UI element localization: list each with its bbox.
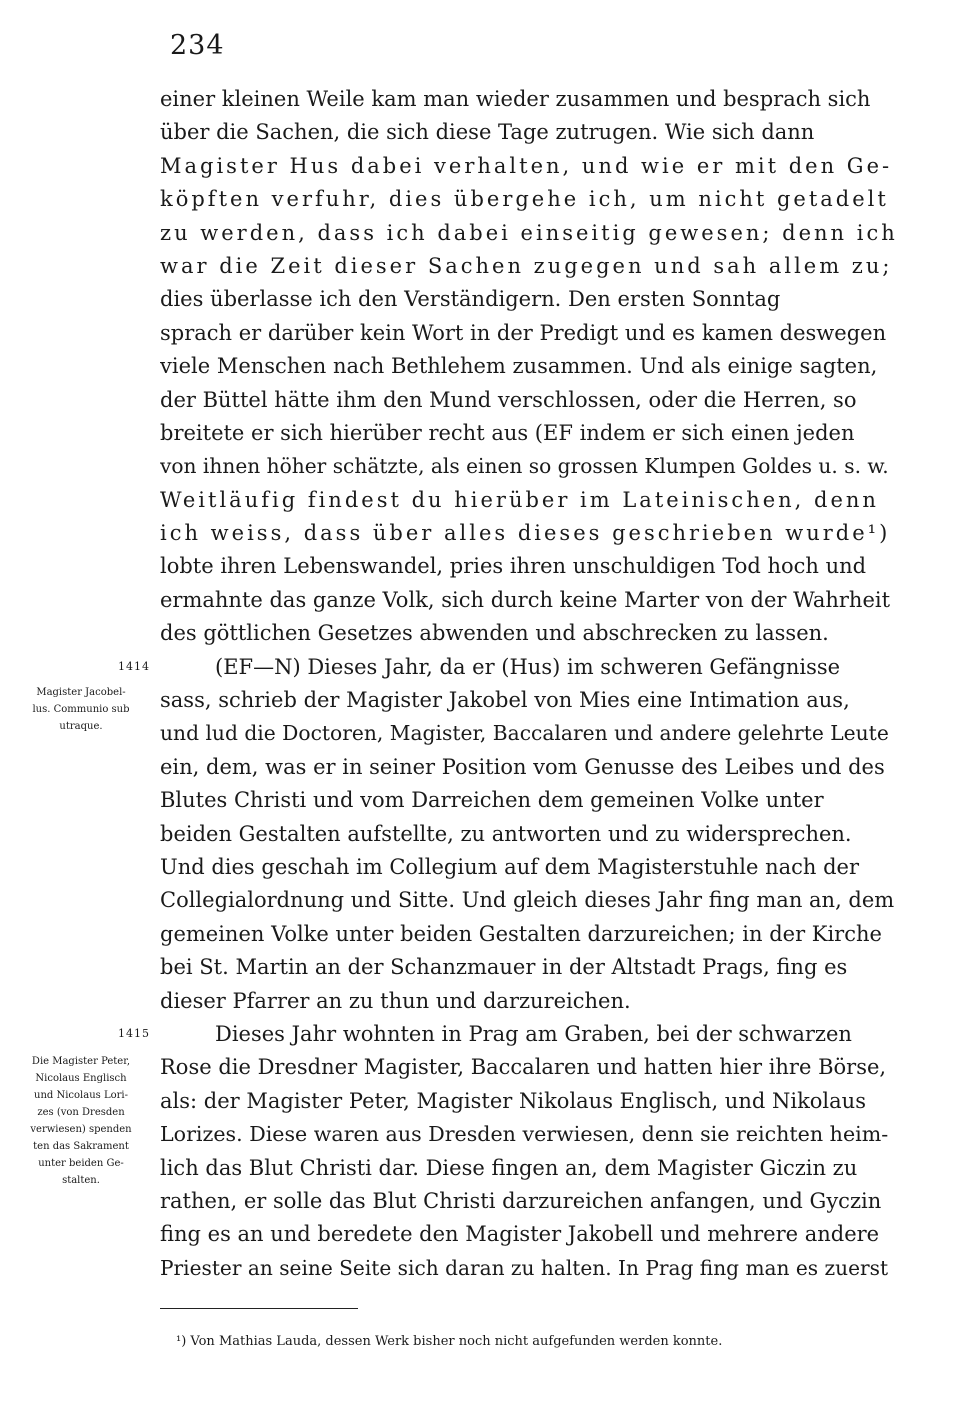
text-line: ermahnte das ganze Volk, sich durch keine Marter von der Wahrheit	[160, 587, 891, 612]
text-line: zu werden, dass ich dabei einseitig gewesen; denn ich	[160, 220, 898, 245]
margin-note-line: unter beiden Ge-	[38, 1158, 124, 1169]
text-line: ein, dem, was er in seiner Position vom Genusse des Leibes und des	[160, 754, 885, 779]
text-line: lich das Blut Christi dar. Diese fingen an, dem Magister Giczin zu	[160, 1155, 858, 1180]
text-line: war die Zeit dieser Sachen zugegen und sah allem zu;	[160, 253, 893, 278]
margin-note-line: zes (von Dresden	[37, 1107, 125, 1118]
margin-note-line: verwiesen) spenden	[30, 1124, 132, 1135]
margin-note	[6, 684, 156, 735]
text-line: beiden Gestalten aufstellte, zu antworten und zu widersprechen.	[160, 821, 852, 846]
margin-note-line: stalten.	[62, 1175, 100, 1186]
text-line: dieser Pfarrer an zu thun und darzureichen.	[160, 988, 631, 1013]
footnote-rule	[160, 1308, 358, 1309]
text-line: als: der Magister Peter, Magister Nikolaus Englisch, und Nikolaus	[160, 1088, 866, 1113]
margin-note-line: Die Magister Peter,	[31, 1056, 131, 1067]
text-line: Priester an seine Seite sich daran zu halten. In Prag fing man es zuerst	[160, 1255, 889, 1280]
text-line: (EF—N) Dieses Jahr, da er (Hus) im schweren Gefängnisse	[215, 654, 841, 679]
text-line: ich weiss, dass über alles dieses geschrieben wurde¹)	[160, 521, 891, 546]
text-line: Dieses Jahr wohnten in Prag am Graben, bei der schwarzen	[215, 1021, 852, 1046]
text-line: sprach er darüber kein Wort in der Predigt und es kamen deswegen	[160, 320, 887, 345]
text-line: lobte ihren Lebenswandel, pries ihren unschuldigen Tod hoch und	[160, 554, 867, 579]
text-line: fing es an und beredete den Magister Jakobell und mehrere andere	[160, 1222, 880, 1247]
text-line: bei St. Martin an der Schanzmauer in der Altstadt Prags, fing es	[160, 955, 848, 980]
text-line: breitete er sich hierüber recht aus (EF indem er sich einen jeden	[160, 420, 855, 445]
text-line: dies überlasse ich den Verständigern. Den ersten Sonntag	[160, 287, 781, 312]
text-line: Weitläufig findest du hierüber im Lateinischen, denn	[160, 487, 879, 512]
margin-note-line: Magister Jacobel-	[36, 687, 126, 698]
footnote: ¹) Von Mathias Lauda, dessen Werk bisher noch nicht aufgefunden werden konnte.	[176, 1334, 723, 1349]
margin-note-line: und Nicolaus Lori-	[34, 1090, 128, 1101]
margin-note	[8, 1053, 154, 1189]
margin-note-line: lus. Communio sub	[32, 704, 130, 715]
text-line: Blutes Christi und vom Darreichen dem gemeinen Volke unter	[160, 788, 824, 813]
text-line: rathen, er solle das Blut Christi darzureichen anfangen, und Gyczin	[160, 1188, 882, 1213]
margin-year: 1415	[118, 1027, 150, 1040]
margin-year: 1414	[118, 660, 150, 673]
text-line: der Büttel hätte ihm den Mund verschlossen, oder die Herren, so	[160, 387, 857, 412]
text-line: des göttlichen Gesetzes abwenden und abschrecken zu lassen.	[160, 621, 829, 646]
text-line: und lud die Doctoren, Magister, Baccalaren und andere gelehrte Leute	[160, 721, 889, 746]
body-text	[160, 83, 900, 1285]
text-line: viele Menschen nach Bethlehem zusammen. Und als einige sagten,	[160, 354, 878, 379]
text-line: Rose die Dresdner Magister, Baccalaren und hatten hier ihre Börse,	[160, 1055, 887, 1080]
margin-note-line: ten das Sakrament	[33, 1141, 129, 1152]
text-line: von ihnen höher schätzte, als einen so grossen Klumpen Goldes u. s. w.	[160, 454, 889, 479]
text-line: gemeinen Volke unter beiden Gestalten darzureichen; in der Kirche	[160, 921, 882, 946]
text-line: Und dies geschah im Collegium auf dem Magisterstuhle nach der	[160, 854, 859, 879]
text-line: Magister Hus dabei verhalten, und wie er mit den Ge-	[160, 153, 893, 178]
text-line: Collegialordnung und Sitte. Und gleich dieses Jahr fing man an, dem	[160, 888, 895, 913]
text-line: Lorizes. Diese waren aus Dresden verwiesen, denn sie reichten heim-	[160, 1122, 889, 1147]
page-number: 234	[170, 30, 225, 61]
margin-note-line: utraque.	[59, 721, 103, 732]
text-line: über die Sachen, die sich diese Tage zutrugen. Wie sich dann	[160, 120, 815, 145]
text-line: köpften verfuhr, dies übergehe ich, um nicht getadelt	[160, 187, 889, 212]
text-line: einer kleinen Weile kam man wieder zusammen und besprach sich	[160, 87, 871, 111]
margin-note-line: Nicolaus Englisch	[35, 1073, 127, 1084]
text-line: sass, schrieb der Magister Jakobel von Mies eine Intimation aus,	[160, 688, 850, 713]
